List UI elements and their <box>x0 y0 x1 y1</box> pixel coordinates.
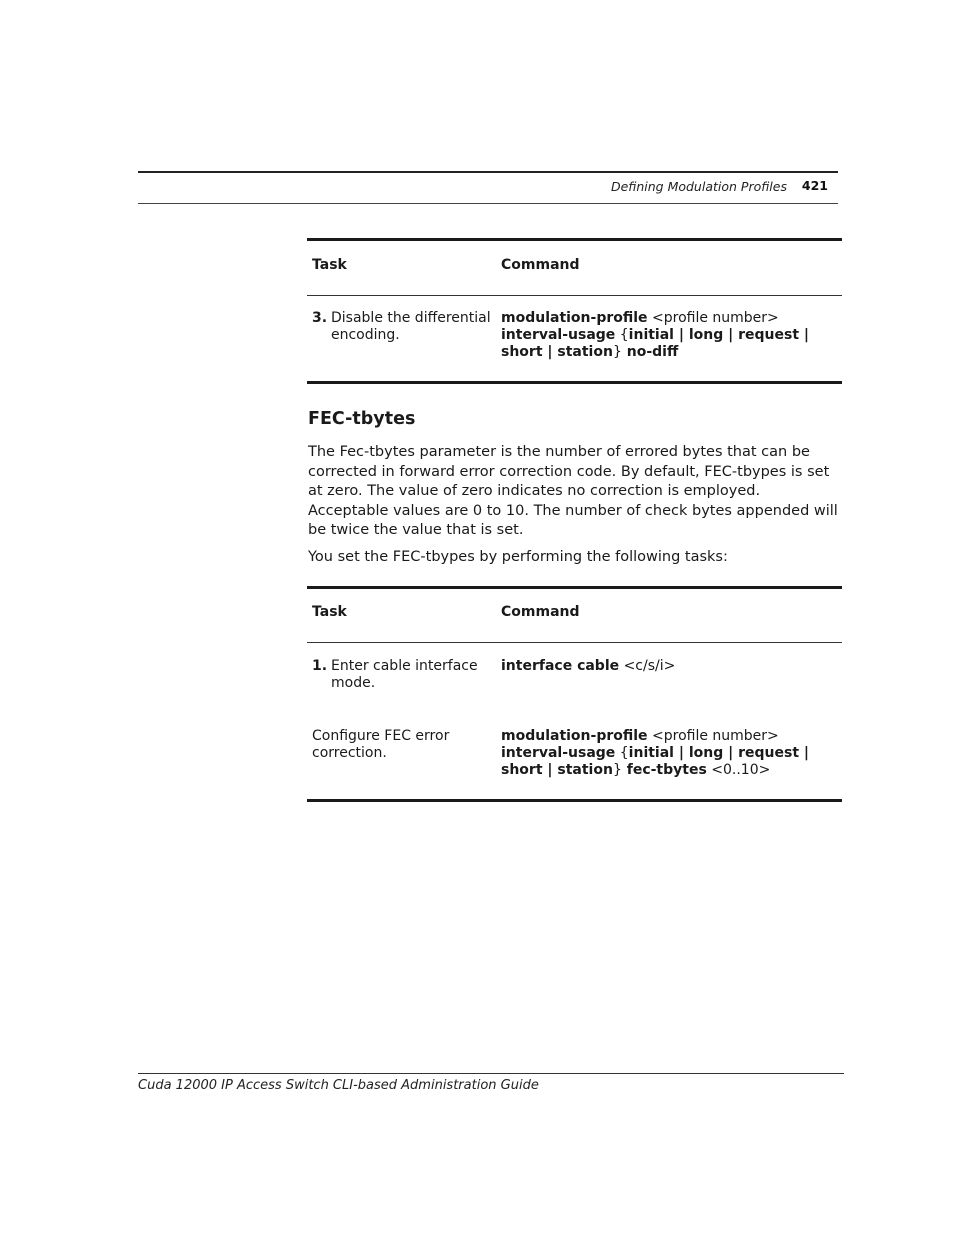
table-row-command <box>501 658 841 675</box>
step-number: 1. <box>312 658 328 674</box>
table-header-task: Task <box>312 257 347 273</box>
section-heading: FEC-tbytes <box>308 409 416 429</box>
brace-close: } <box>612 762 622 778</box>
table-row-command <box>501 728 841 779</box>
table-row-command <box>501 310 841 361</box>
command-keyword: fec-tbytes <box>621 762 707 778</box>
brace-close: } <box>612 344 622 360</box>
table-row-task <box>312 310 492 344</box>
command-argument: <profile number> <box>647 728 779 744</box>
table-top-rule <box>307 238 842 241</box>
header-top-rule <box>138 171 838 173</box>
table-bottom-rule <box>307 381 842 384</box>
footer-book-title: Cuda 12000 IP Access Switch CLI-based Administration Guide <box>138 1078 539 1093</box>
table-header-command: Command <box>501 604 580 620</box>
command-argument: <0..10> <box>706 762 771 778</box>
command-keyword: interface cable <box>501 658 620 674</box>
running-header-title: Defining Modulation Profiles <box>610 179 787 194</box>
task-description: Configure FEC error correction. <box>312 728 450 761</box>
command-options: initial | long | request | short | station <box>501 745 809 778</box>
table-header-command: Command <box>501 257 580 273</box>
table-row-task <box>312 728 492 762</box>
brace-open: { <box>615 745 629 761</box>
page-number: 421 <box>801 178 828 193</box>
footer-rule <box>138 1073 844 1074</box>
body-paragraph: The Fec-tbytes parameter is the number of errored bytes that can be corrected in forward error correction code. By default, FEC-tbypes is set at zero. The value of zero indicates no correction is employed. Acceptable values are 0 to 10. The number of check bytes appended will be twice the value that is set. <box>308 444 838 538</box>
command-argument: <c/s/i> <box>619 658 676 674</box>
step-number: 3. <box>312 310 328 326</box>
command-keyword: no-diff <box>621 344 679 360</box>
command-keyword: modulation-profile <box>501 310 648 326</box>
table-top-rule <box>307 586 842 589</box>
table-row-task <box>312 658 492 692</box>
command-options: initial | long | request | short | station <box>501 327 809 360</box>
body-paragraph-intro: You set the FEC-tbypes by performing the following tasks: <box>308 549 728 565</box>
command-keyword: interval-usage <box>501 327 616 343</box>
brace-open: { <box>615 327 629 343</box>
command-keyword: interval-usage <box>501 745 616 761</box>
task-description: Disable the differential encoding. <box>331 310 491 343</box>
table-header-rule <box>307 295 842 296</box>
command-argument: <profile number> <box>647 310 779 326</box>
task-description: Enter cable interface mode. <box>331 658 478 691</box>
table-header-rule <box>307 642 842 643</box>
header-bottom-rule <box>138 203 838 204</box>
table-header-task: Task <box>312 604 347 620</box>
command-keyword: modulation-profile <box>501 728 648 744</box>
table-bottom-rule <box>307 799 842 802</box>
command-table-fec-tbytes <box>307 586 842 802</box>
command-table-differential-encoding <box>307 238 842 384</box>
